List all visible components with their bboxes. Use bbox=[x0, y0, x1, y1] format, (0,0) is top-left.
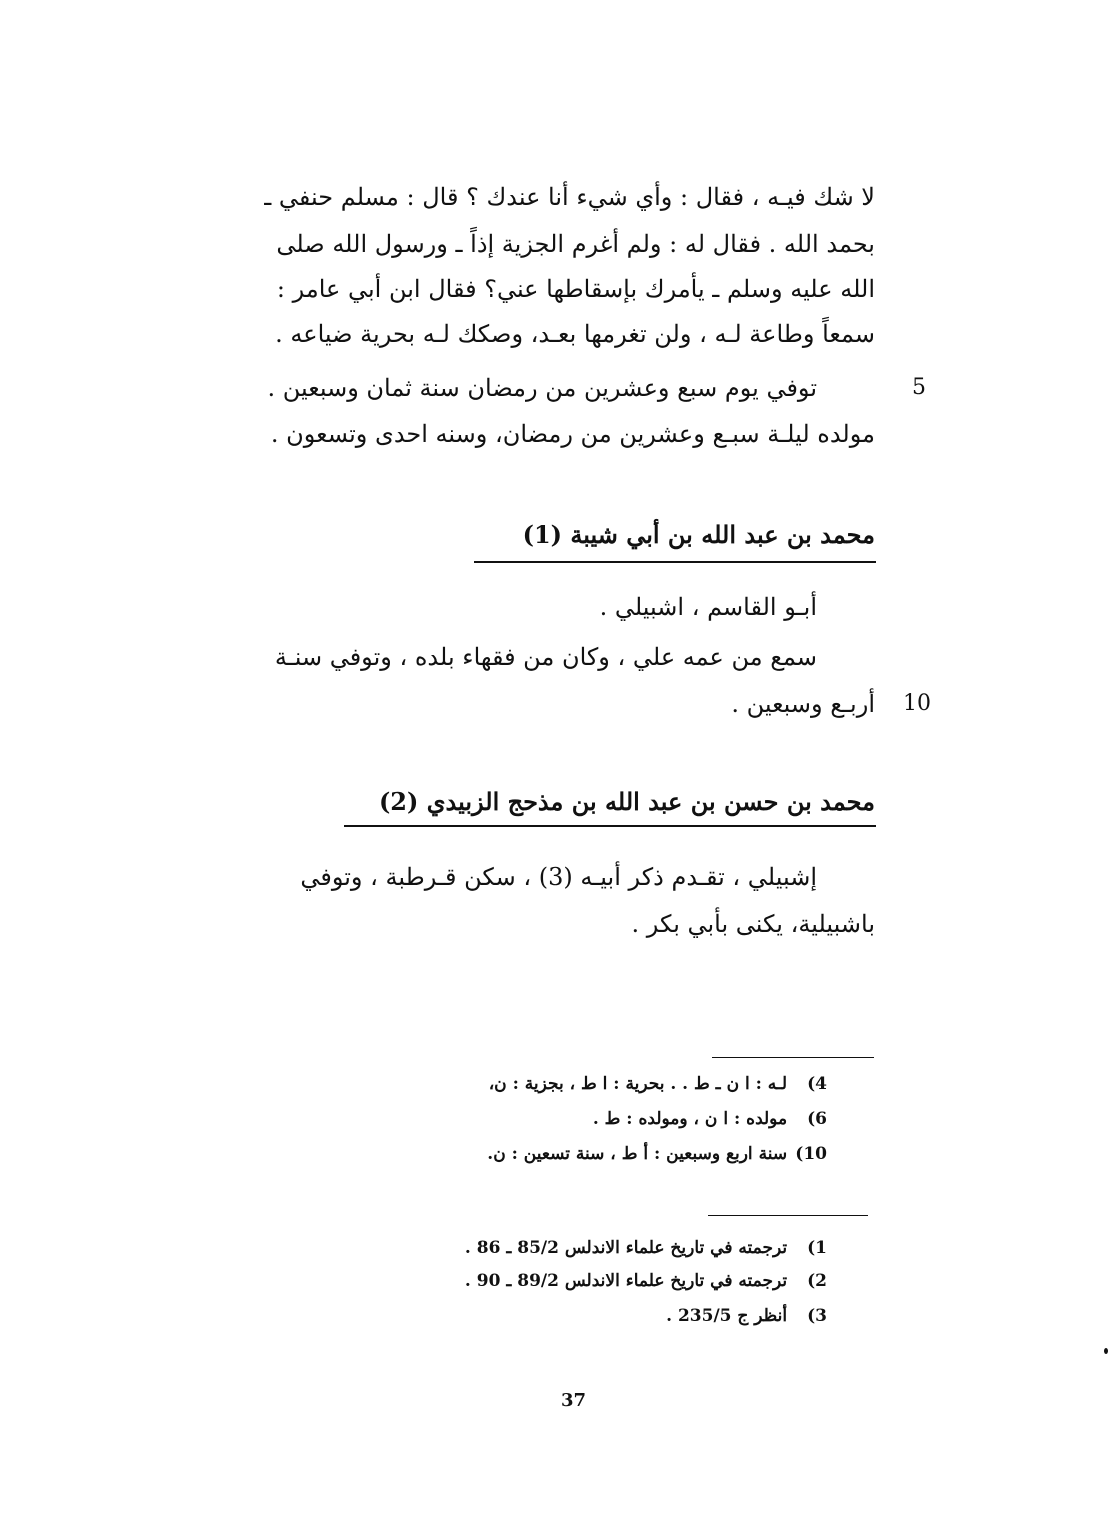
footnote-text: ترجمته في تاريخ علماء الاندلس 89/2 ـ 90 . bbox=[464, 1271, 788, 1291]
footnotes-separator bbox=[708, 1215, 868, 1216]
note-text: مولده : ا ن ، ومولده : ط . bbox=[592, 1109, 788, 1129]
body-line: سمعاً وطاعة لـه ، ولن تغرمها بعـد، وصكك لـه بحرية ضياعه . bbox=[275, 320, 875, 348]
footnote-text: أنظر ج 235/5 . bbox=[666, 1306, 788, 1326]
body-line: توفي يوم سبع وعشرين من رمضان سنة ثمان وسبعين . bbox=[267, 374, 817, 402]
footnote bbox=[307, 1300, 827, 1333]
line-number: 10 bbox=[903, 691, 931, 716]
note-number: 4) bbox=[807, 1074, 827, 1094]
variant-note bbox=[307, 1138, 827, 1171]
variant-note bbox=[307, 1103, 827, 1136]
heading-underline bbox=[474, 561, 876, 563]
entry-heading: محمد بن عبد الله بن أبي شيبة (1) bbox=[522, 520, 875, 549]
footnote-number: 3) bbox=[807, 1306, 827, 1326]
body-line: بحمد الله . فقال له : ولم أغرم الجزية إذاً ـ ورسول الله صلى bbox=[276, 230, 875, 258]
note-number: 10) bbox=[795, 1144, 827, 1164]
body-line: أربـع وسبعين . bbox=[731, 690, 875, 718]
footnote bbox=[307, 1232, 827, 1265]
line-number: 5 bbox=[912, 375, 926, 400]
footnote-number: 1) bbox=[807, 1238, 827, 1258]
scan-speck bbox=[1104, 1348, 1108, 1354]
body-line: لا شك فيـه ، فقال : وأي شيء أنا عندك ؟ قال : مسلم حنفي ـ bbox=[264, 183, 875, 211]
body-line: باشبيلية، يكنى بأبي بكر . bbox=[631, 910, 875, 938]
note-text: لـه : ا ن ـ ط . . بحرية : ا ط ، بجزية : ن، bbox=[488, 1074, 788, 1094]
heading-underline bbox=[344, 825, 876, 827]
footnote-number: 2) bbox=[807, 1271, 827, 1291]
body-line: الله عليه وسلم ـ يأمرك بإسقاطها عني؟ فقال ابن أبي عامر : bbox=[276, 275, 875, 303]
footnote bbox=[307, 1265, 827, 1298]
body-line: إشبيلي ، تقـدم ذكر أبيـه (3) ، سكن قـرطبة ، وتوفي bbox=[300, 863, 817, 891]
variant-note bbox=[307, 1068, 827, 1101]
note-number: 6) bbox=[807, 1109, 827, 1129]
body-line: سمع من عمه علي ، وكان من فقهاء بلده ، وتوفي سنـة bbox=[274, 643, 817, 671]
notes-separator bbox=[712, 1057, 874, 1058]
page-number: 37 bbox=[561, 1390, 587, 1411]
note-text: سنة اربع وسبعين : أ ط ، سنة تسعين : ن. bbox=[487, 1144, 788, 1164]
entry-heading: محمد بن حسن بن عبد الله بن مذحج الزبيدي (2) bbox=[378, 787, 875, 816]
body-line: أبـو القاسم ، اشبيلي . bbox=[599, 593, 817, 621]
footnote-text: ترجمته في تاريخ علماء الاندلس 85/2 ـ 86 . bbox=[464, 1238, 788, 1258]
body-line: مولده ليلـة سبـع وعشرين من رمضان، وسنه احدى وتسعون . bbox=[270, 420, 875, 448]
